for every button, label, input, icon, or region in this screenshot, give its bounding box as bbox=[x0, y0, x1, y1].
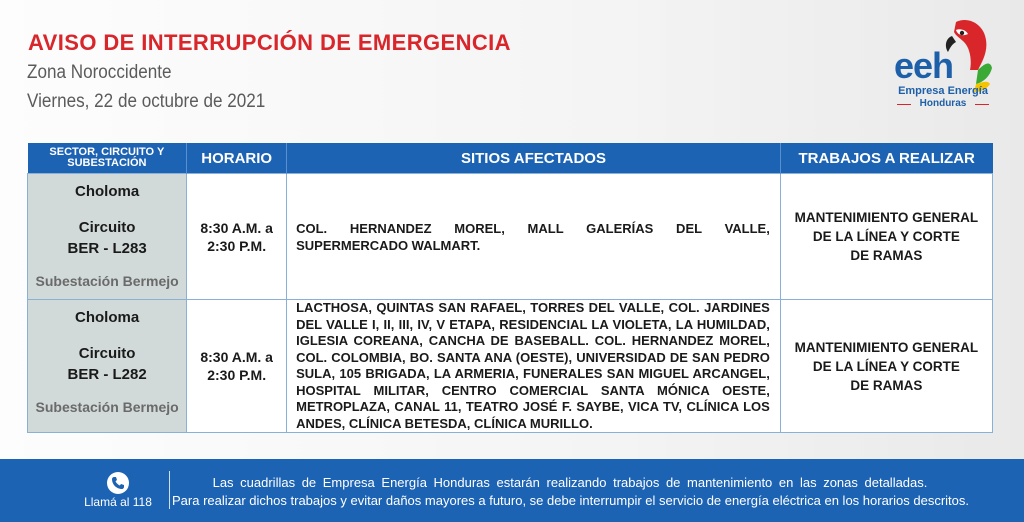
schedule-cell bbox=[187, 300, 287, 433]
schedule-start: 8:30 A.M. a bbox=[200, 219, 273, 236]
affected-sites-cell: LACTHOSA, QUINTAS SAN RAFAEL, TORRES DEL VALLE, COL. JARDINES DEL VALLE I, II, III, IV, V ETAPA, RESIDENCIAL LA VIOLETA, LA HUMILDAD, IGLESIA COREANA, CANCHA DE BASEBALL. COL. HERNANDEZ MOREL, COL. COLOMBIA, BO. SANTA ANA (OESTE), UNIVERSIDAD DE SAN PEDRO SULA, 105 BRIGADA, LA ARMERIA, FUNERALES SAN MIGUEL ARCANGEL, HOSPITAL MILITAR, CENTRO COMERCIAL SANTA MÓNICA OESTE, METROPLAZA, CANAL 11, TEATRO JOSÉ F. SAYBE, VICA TV, CLÍNICA LOS ANDES, CLÍNICA BETESDA, CLÍNICA MURILLO. bbox=[287, 300, 781, 433]
table-row bbox=[28, 174, 993, 300]
sector-city: Choloma bbox=[75, 183, 140, 200]
sector-city: Choloma bbox=[75, 309, 140, 326]
schedule-end: 2:30 P.M. bbox=[207, 367, 267, 383]
circuit-info bbox=[28, 343, 186, 385]
sector-cell bbox=[28, 300, 187, 433]
circuit-id: BER - L282 bbox=[67, 366, 147, 383]
substation-name: Subestación Bermejo bbox=[35, 273, 179, 289]
work-cell bbox=[780, 300, 992, 433]
work-line-3: DE RAMAS bbox=[850, 248, 923, 263]
date-label: Viernes, 22 de octubre de 2021 bbox=[27, 91, 266, 112]
sector-cell bbox=[28, 174, 187, 300]
work-cell bbox=[780, 174, 992, 300]
call-label: Llamá al 118 bbox=[84, 495, 152, 509]
schedule-cell bbox=[187, 174, 287, 300]
phone-icon[interactable] bbox=[107, 472, 129, 494]
zone-label: Zona Noroccidente bbox=[27, 62, 172, 83]
work-line-1: MANTENIMIENTO GENERAL bbox=[794, 210, 979, 225]
schedule-end: 2:30 P.M. bbox=[207, 237, 267, 254]
substation-name: Subestación Bermejo bbox=[35, 399, 179, 415]
logo-subtitle-2: Honduras bbox=[919, 98, 967, 109]
col-header-sector: SECTOR, CIRCUITO Y SUBESTACIÓN bbox=[28, 143, 187, 174]
circuit-info bbox=[28, 217, 186, 259]
footer-divider bbox=[169, 471, 170, 509]
footer-line-2: Para realizar dichos trabajos y evitar daños mayores a futuro, se debe interrumpir el servicio de energía eléctrica en los horarios descritos. bbox=[172, 493, 969, 508]
logo-line-right bbox=[975, 104, 989, 105]
circuit-label: Circuito bbox=[78, 345, 136, 362]
work-line-2: DE LA LÍNEA Y CORTE bbox=[812, 229, 960, 244]
col-header-work: TRABAJOS A REALIZAR bbox=[780, 143, 992, 174]
notice-title: AVISO DE INTERRUPCIÓN DE EMERGENCIA bbox=[28, 30, 511, 55]
circuit-label: Circuito bbox=[78, 219, 136, 236]
work-line-2: DE LA LÍNEA Y CORTE bbox=[812, 358, 960, 374]
table-row bbox=[28, 300, 993, 433]
work-line-1: MANTENIMIENTO GENERAL bbox=[794, 339, 979, 355]
table-header-row bbox=[28, 143, 993, 174]
col-header-sites: SITIOS AFECTADOS bbox=[287, 143, 781, 174]
col-header-schedule: HORARIO bbox=[187, 143, 287, 174]
outage-table bbox=[27, 143, 993, 433]
footer-line-1: Las cuadrillas de Empresa Energía Honduras estarán realizando trabajos de mantenimiento en las zonas detalladas. bbox=[212, 475, 928, 490]
logo-wordmark: eeh bbox=[894, 45, 954, 86]
work-line-3: DE RAMAS bbox=[850, 377, 923, 393]
circuit-id: BER - L283 bbox=[67, 240, 147, 257]
logo-subtitle-1: Empresa Energía bbox=[898, 85, 988, 97]
schedule-start: 8:30 A.M. a bbox=[200, 349, 273, 365]
footer-banner bbox=[0, 459, 1024, 522]
affected-sites-cell: COL. HERNANDEZ MOREL, MALL GALERÍAS DEL VALLE, SUPERMERCADO WALMART. bbox=[287, 174, 781, 300]
